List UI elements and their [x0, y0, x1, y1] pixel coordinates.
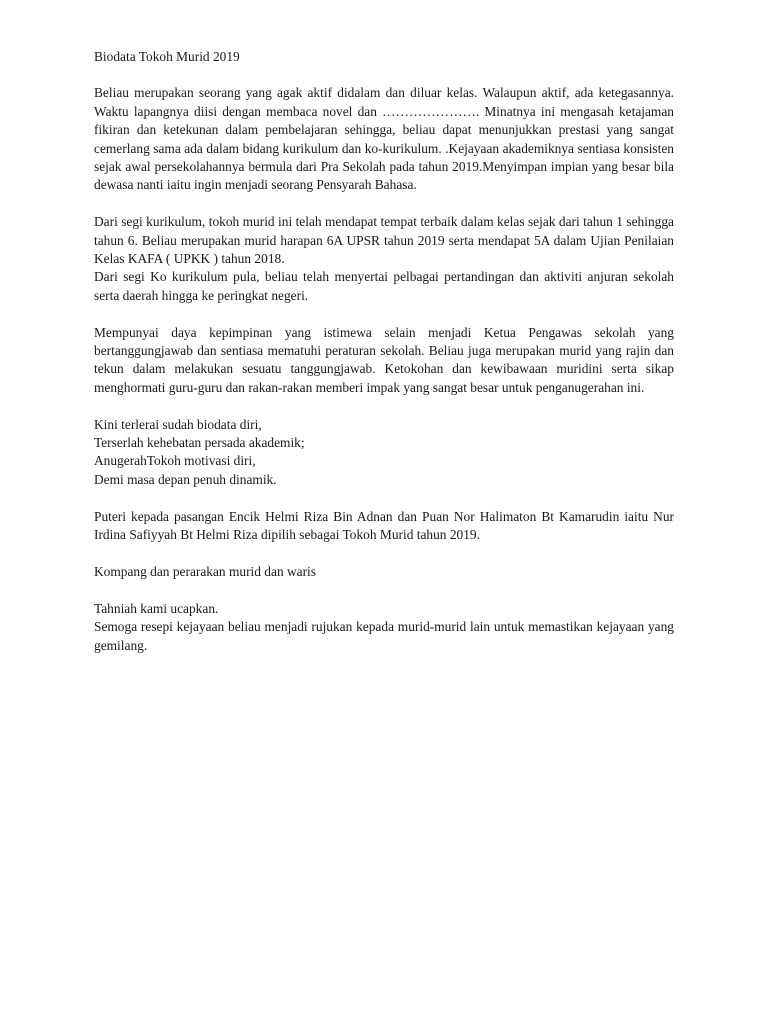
paragraph-cocurriculum: Dari segi Ko kurikulum pula, beliau telah menyertai pelbagai pertandingan dan aktiviti anjuran sekolah serta daerah hingga ke peringkat negeri.	[94, 269, 674, 303]
paragraph-parents: Puteri kepada pasangan Encik Helmi Riza Bin Adnan dan Puan Nor Halimaton Bt Kamarudin iaitu Nur Irdina Safiyyah Bt Helmi Riza dipilih sebagai Tokoh Murid tahun 2019.	[94, 508, 674, 543]
poem-block	[94, 416, 674, 490]
poem-line: Terserlah kehebatan persada akademik;	[94, 435, 305, 451]
document-page	[94, 48, 674, 673]
poem-line: Kini terlerai sudah biodata diri,	[94, 416, 262, 432]
document-title: Biodata Tokoh Murid 2019	[94, 49, 240, 64]
paragraph-intro: Beliau merupakan seorang yang agak aktif didalam dan diluar kelas. Walaupun aktif, ada ketegasannya. Waktu lapangnya diisi dengan membaca novel dan …………………. Minatnya ini mengasah ketajaman fikiran dan ketekunan dalam pembelajaran sehingga, beliau dapat menunjukkan prestasi yang sangat cemerlang sama ada dalam bidang kurikulum dan ko-kurikulum. .Kejayaan akademiknya sentiasa konsisten sejak awal persekolahannya bermula dari Pra Sekolah pada tahun 2019.Menyimpan impian yang besar bila dewasa nanti iaitu ingin menjadi seorang Pensyarah Bahasa.	[94, 85, 674, 193]
paragraph-curriculum: Dari segi kurikulum, tokoh murid ini telah mendapat tempat terbaik dalam kelas sejak dari tahun 1 sehingga tahun 6. Beliau merupakan murid harapan 6A UPSR tahun 2019 serta mendapat 5A dalam Ujian Penilaian Kelas KAFA ( UPKK ) tahun 2018.	[94, 214, 674, 267]
paragraph-leadership: Mempunyai daya kepimpinan yang istimewa selain menjadi Ketua Pengawas sekolah yang bertanggungjawab dan sentiasa mematuhi peraturan sekolah. Beliau juga merupakan murid yang rajin dan tekun dalam melakukan sesuatu tanggungjawab. Ketokohan dan kewibawaan muridini serta sikap menghormati guru-guru dan rakan-rakan memberi impak yang sangat besar untuk penganugerahan ini.	[94, 324, 674, 395]
paragraph-congratulations: Tahniah kami ucapkan.	[94, 600, 219, 616]
paragraph-procession: Kompang dan perarakan murid dan waris	[94, 563, 316, 579]
poem-line: AnugerahTokoh motivasi diri,	[94, 453, 256, 469]
poem-line: Demi masa depan penuh dinamik.	[94, 471, 277, 487]
paragraph-closing: Semoga resepi kejayaan beliau menjadi rujukan kepada murid-murid lain untuk memastikan kejayaan yang gemilang.	[94, 619, 674, 653]
